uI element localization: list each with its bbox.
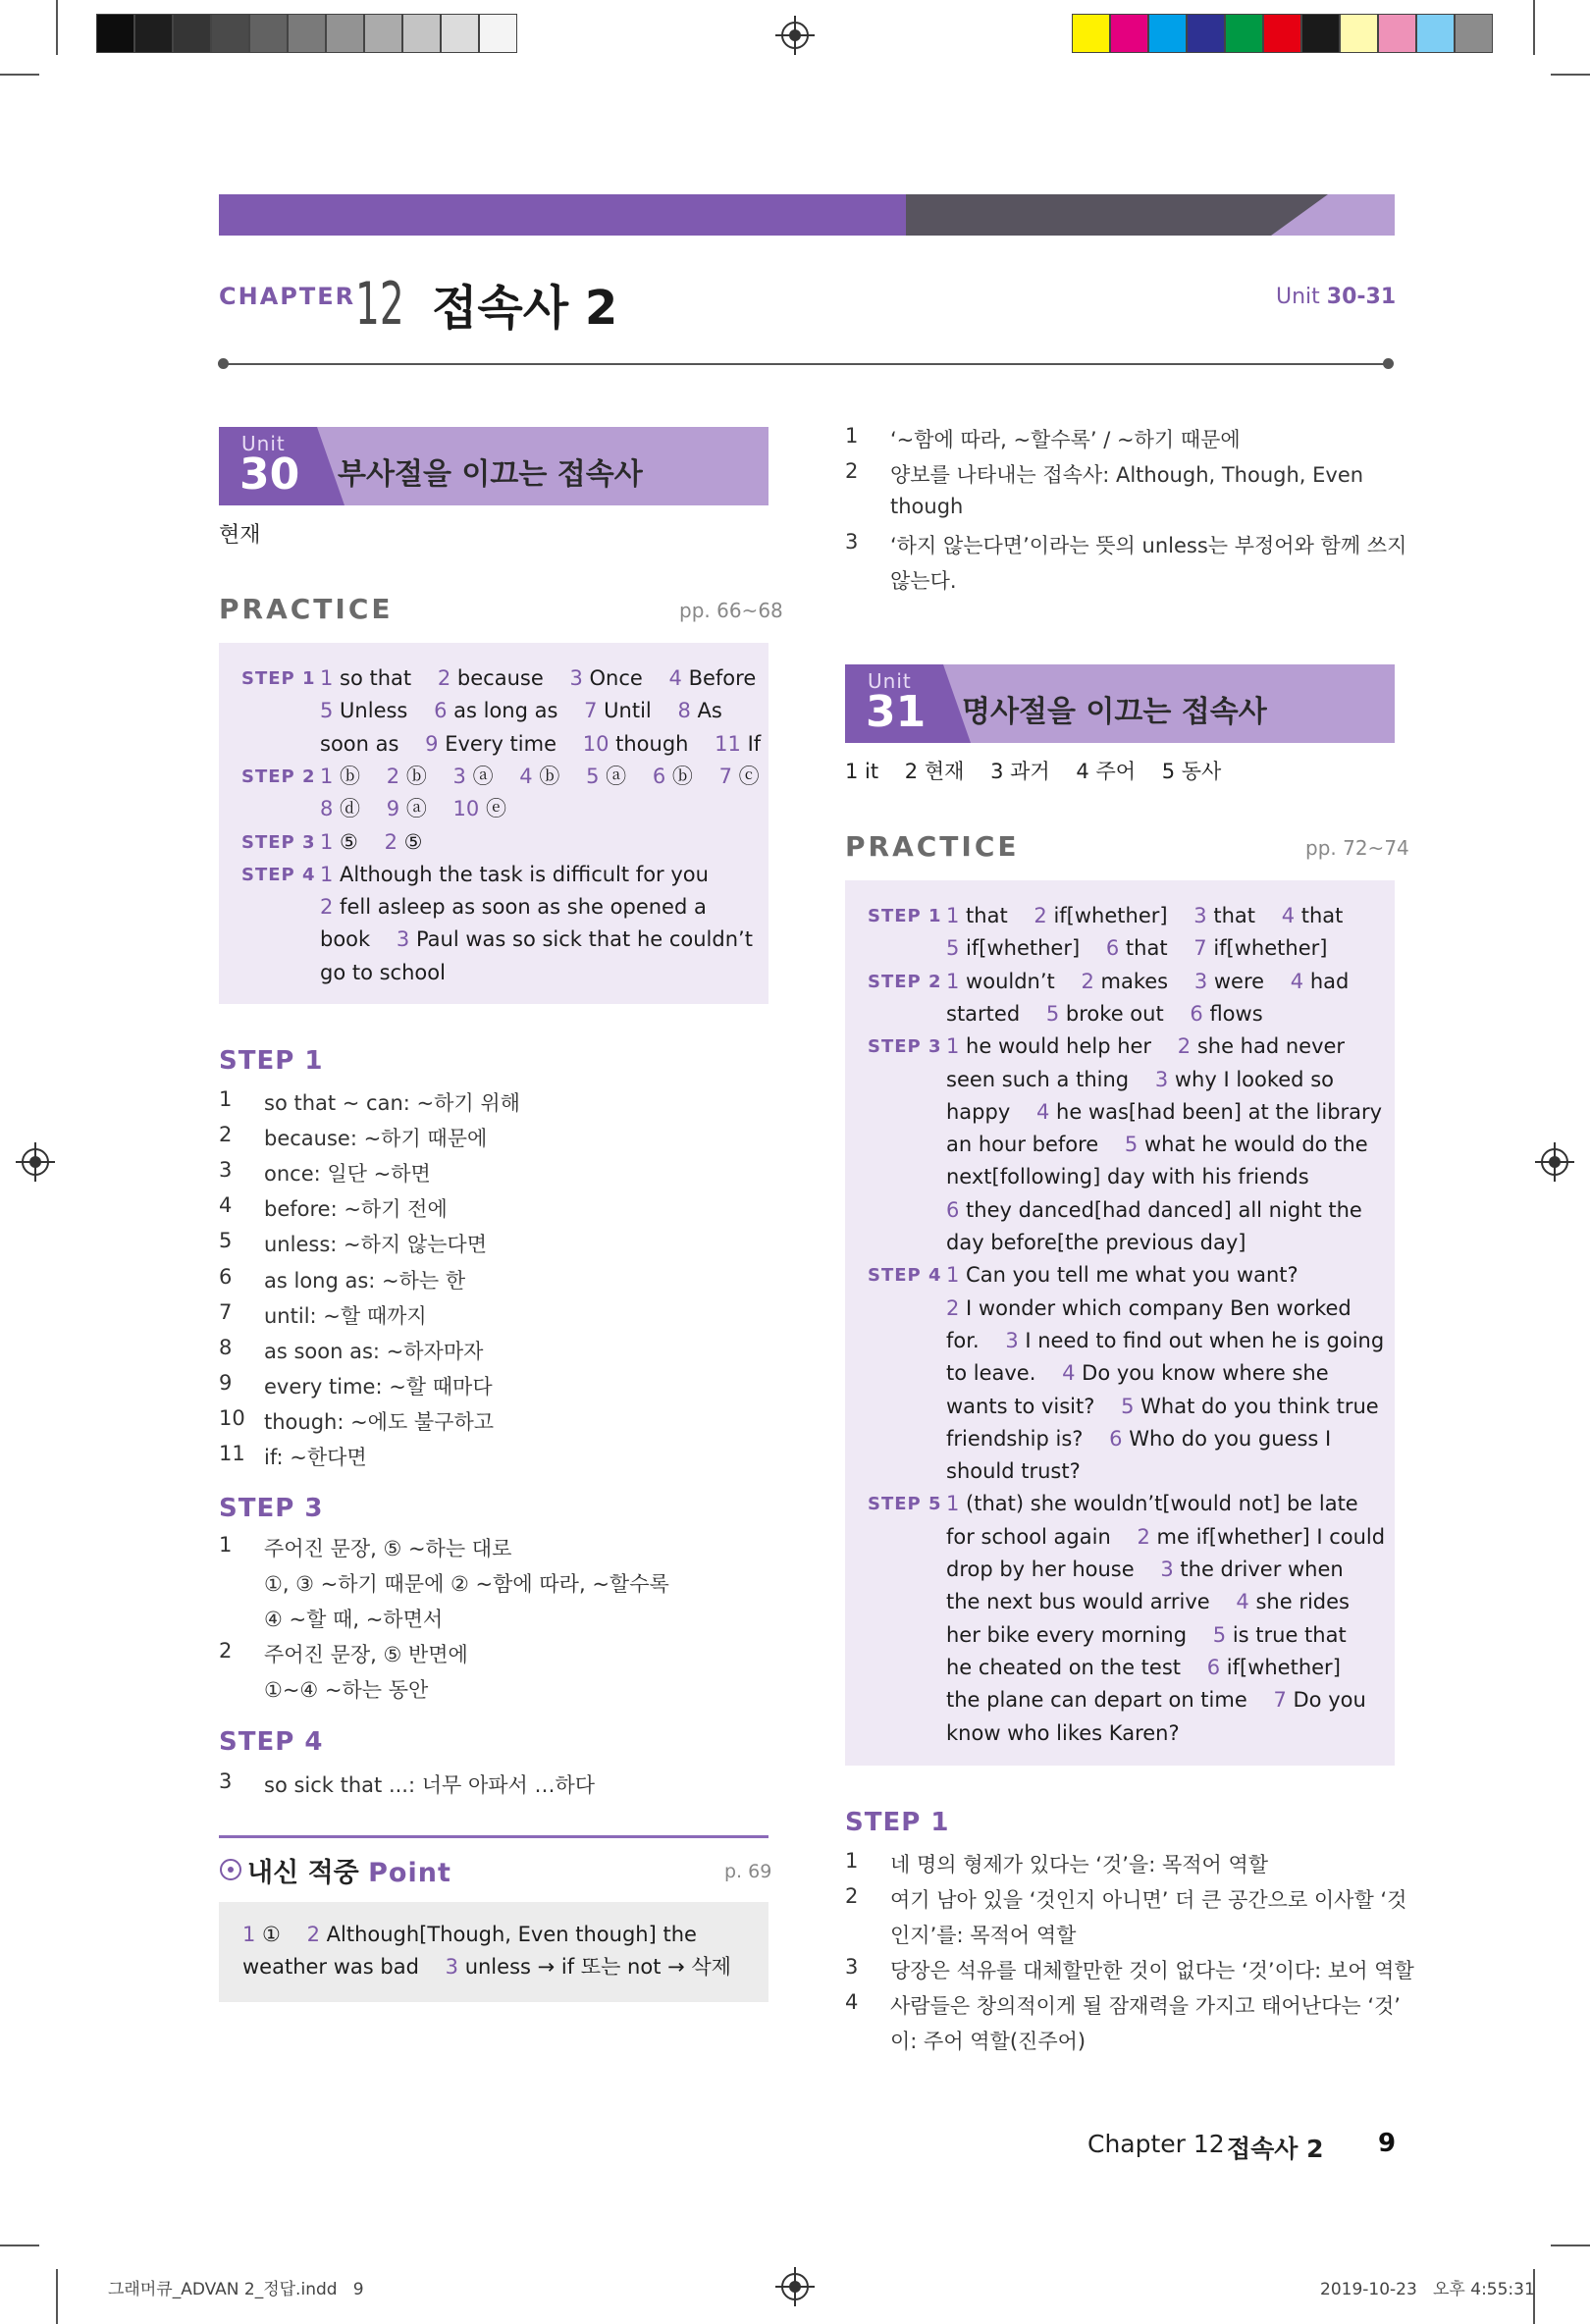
answer-line: for school again 2 me if[whether] I could [946, 1524, 1386, 1549]
note-text: 당장은 석유를 대체할만한 것이 없다는 ‘것’이다: 보어 역할 [890, 1959, 1414, 1982]
step-label: STEP 3 [868, 1036, 942, 1058]
note-number: 6 [219, 1264, 233, 1289]
note-number: 10 [219, 1405, 245, 1430]
answer-line: 8 ⓓ 9 ⓐ 10 ⓔ [320, 797, 506, 821]
color-swatch [402, 14, 441, 53]
note-text: 양보를 나타내는 접속사: Although, Though, Even [890, 463, 1364, 487]
point-title-kr: 내신 적중 [247, 1858, 359, 1888]
answer-line: 1 that 2 if[whether] 3 that 4 that [946, 904, 1344, 927]
color-swatch [364, 14, 402, 53]
step-label: STEP 4 [868, 1265, 942, 1287]
unit30-step3-head: STEP 3 [219, 1494, 324, 1523]
answer-line: 1 he would help her 2 she had never [946, 1034, 1346, 1059]
answer-line: an hour before 5 what he would do the [946, 1133, 1368, 1157]
answer-line: 1 wouldn’t 2 makes 3 were 4 had [946, 969, 1350, 993]
unit31-step1-head: STEP 1 [845, 1808, 950, 1837]
note-text: before: ~하기 전에 [264, 1197, 448, 1222]
crop-mark [0, 2245, 39, 2246]
note-number: 7 [219, 1299, 233, 1324]
note-number: 4 [845, 1990, 859, 2014]
chapter-title: 접속사 2 [432, 281, 618, 336]
unit31-intro: 1 it 2 현재 3 과거 4 주어 5 동사 [845, 760, 1222, 783]
unit-range-prefix: Unit [1276, 285, 1320, 309]
answer-line: should trust? [946, 1459, 1081, 1484]
unit31-title: 명사절을 이끄는 접속사 [962, 695, 1267, 729]
note-text: if: ~한다면 [264, 1446, 367, 1469]
answer-line: started 5 broke out 6 flows [946, 1001, 1263, 1026]
answer-line: know who likes Karen? [946, 1720, 1180, 1745]
step-label: STEP 5 [868, 1494, 942, 1515]
header-rule-dot [1383, 358, 1394, 369]
unit30-number: 30 [239, 449, 300, 500]
chapter-label: CHAPTER [219, 283, 356, 310]
note-text: 이: 주어 역할(진주어) [890, 2030, 1086, 2053]
answer-line: happy 4 he was[had been] at the library [946, 1099, 1383, 1124]
note-text: every time: ~할 때마다 [264, 1374, 493, 1399]
point-title [247, 1851, 451, 1889]
note-text: because: ~하기 때문에 [264, 1127, 488, 1151]
color-swatch [1110, 14, 1148, 53]
note-text: though [890, 495, 964, 518]
note-number: 1 [219, 1533, 233, 1557]
answer-line: drop by her house 3 the driver when [946, 1558, 1344, 1581]
answer-line: go to school [320, 960, 446, 984]
note-number: 4 [219, 1193, 233, 1218]
unit31-practice-pages: pp. 72~74 [1305, 836, 1409, 860]
answer-line: to leave. 4 Do you know where she [946, 1361, 1329, 1386]
color-swatch [1455, 14, 1493, 53]
answer-line: the plane can depart on time 7 Do you [946, 1688, 1366, 1713]
header-rule [224, 363, 1388, 365]
answer-line: 5 Unless 6 as long as 7 Until 8 As [320, 699, 722, 723]
chapter-number: 12 [355, 270, 404, 339]
note-text: so that ~ can: ~하기 위해 [264, 1091, 520, 1115]
target-icon [219, 1858, 242, 1881]
note-text: ‘하지 않는다면’이라는 뜻의 unless는 부정어와 함께 쓰지 [890, 534, 1407, 557]
note-text: ①, ③ ~하기 때문에 ② ~함에 따라, ~할수록 [264, 1572, 669, 1597]
color-swatch [441, 14, 479, 53]
note-number: 2 [219, 1123, 233, 1147]
note-number: 11 [219, 1442, 245, 1465]
registration-mark-icon [781, 2273, 809, 2300]
unit-range [1276, 285, 1396, 309]
note-number: 1 [845, 1849, 859, 1873]
unit31-word: Unit [868, 669, 912, 693]
answer-line: 1 (that) she wouldn’t[would not] be late [946, 1492, 1358, 1516]
step-label: STEP 2 [868, 971, 942, 992]
color-swatch [1301, 14, 1340, 53]
answer-line: 1 ⓑ 2 ⓑ 3 ⓐ 4 ⓑ 5 ⓐ 6 ⓑ 7 ⓒ [320, 764, 760, 788]
unit30-step4-head: STEP 4 [219, 1727, 324, 1757]
color-swatch [1072, 14, 1110, 53]
crop-mark [1533, 0, 1535, 55]
color-swatch [1340, 14, 1378, 53]
answer-line: for. 3 I need to find out when he is going [946, 1328, 1385, 1352]
unit30-practice-label: PRACTICE [219, 593, 394, 625]
color-swatch [326, 14, 364, 53]
note-text: ①~④ ~하는 동안 [264, 1678, 429, 1703]
answer-line: her bike every morning 5 is true that [946, 1622, 1347, 1647]
point-answer-line: 1 ① 2 Although[Though, Even though] the [242, 1923, 697, 1946]
answer-line: he cheated on the test 6 if[whether] [946, 1655, 1341, 1679]
point-title-en: Point [368, 1858, 451, 1888]
answer-line: next[following] day with his friends [946, 1165, 1309, 1189]
note-text: 주어진 문장, ⑤ ~하는 대로 [264, 1537, 512, 1560]
note-text: ‘~함에 따라, ~할수록’ / ~하기 때문에 [890, 428, 1241, 451]
header-color-band [219, 194, 1395, 236]
note-number: 2 [219, 1639, 233, 1664]
note-text: 인지’를: 목적어 역할 [890, 1924, 1077, 1947]
point-rule [219, 1835, 768, 1838]
note-number: 8 [219, 1335, 233, 1359]
crop-mark [56, 2269, 58, 2324]
answer-line: 1 Although the task is difficult for you [320, 862, 709, 886]
note-number: 3 [219, 1158, 233, 1183]
unit30-intro: 현재 [219, 523, 261, 548]
page-number: 9 [1378, 2129, 1397, 2158]
unit31-number: 31 [866, 687, 927, 737]
step-label: STEP 1 [868, 906, 942, 926]
answer-line: seen such a thing 3 why I looked so [946, 1067, 1334, 1091]
note-text: 주어진 문장, ⑤ 반면에 [264, 1643, 468, 1667]
note-text: 사람들은 창의적이게 될 잠재력을 가지고 태어난다는 ‘것’ [890, 1994, 1401, 2018]
unit30-word: Unit [241, 432, 286, 455]
color-swatch [1187, 14, 1225, 53]
answer-line: the next bus would arrive 4 she rides [946, 1590, 1350, 1614]
color-swatch [1378, 14, 1416, 53]
registration-mark-icon [22, 1148, 49, 1176]
note-text: ④ ~할 때, ~하면서 [264, 1608, 444, 1632]
footer-chapter-title: 접속사 2 [1227, 2135, 1324, 2163]
answer-line: 5 if[whether] 6 that 7 if[whether] [946, 936, 1328, 961]
note-number: 3 [219, 1769, 233, 1793]
crop-mark [1551, 74, 1590, 76]
step-label: STEP 2 [241, 766, 316, 787]
note-number: 9 [219, 1370, 233, 1395]
answer-line: book 3 Paul was so sick that he couldn’t [320, 927, 753, 952]
crop-mark [1551, 2245, 1590, 2246]
step-label: STEP 4 [241, 864, 316, 885]
answer-line: 1 ⑤ 2 ⑤ [320, 829, 423, 854]
note-text: so sick that ...: 너무 아파서 …하다 [264, 1773, 596, 1797]
answer-line: friendship is? 6 Who do you guess I [946, 1426, 1332, 1451]
answer-line: 2 I wonder which company Ben worked [946, 1295, 1352, 1320]
color-swatch [1416, 14, 1455, 53]
note-number: 1 [845, 424, 859, 448]
header-rule-dot [218, 358, 229, 369]
step-label: STEP 3 [241, 831, 316, 853]
color-swatch [1225, 14, 1263, 53]
note-text: until: ~할 때까지 [264, 1303, 427, 1328]
registration-mark-icon [781, 22, 809, 49]
unit30-practice-pages: pp. 66~68 [679, 599, 783, 622]
answer-line: 1 so that 2 because 3 Once 4 Before [320, 666, 757, 690]
color-swatch [288, 14, 326, 53]
color-swatch [1263, 14, 1301, 53]
answer-line: 1 Can you tell me what you want? [946, 1263, 1298, 1288]
note-text: once: 일단 ~하면 [264, 1162, 431, 1187]
footer-chapter: Chapter 12 [1087, 2130, 1225, 2158]
note-text: unless: ~하지 않는다면 [264, 1233, 487, 1257]
unit30-title: 부사절을 이끄는 접속사 [338, 457, 643, 492]
note-text: 않는다. [890, 569, 957, 593]
note-text: as soon as: ~하자마자 [264, 1339, 484, 1363]
step-label: STEP 1 [241, 668, 316, 689]
point-page: p. 69 [724, 1861, 772, 1882]
answer-line: day before[the previous day] [946, 1231, 1246, 1254]
note-number: 2 [845, 459, 859, 483]
unit-range-value: 30-31 [1326, 285, 1397, 309]
note-text: 여기 남아 있을 ‘것인지 아니면’ 더 큰 공간으로 이사할 ‘것 [890, 1888, 1407, 1912]
note-number: 3 [845, 1955, 859, 1979]
color-swatch [249, 14, 288, 53]
answer-line: soon as 9 Every time 10 though 11 If [320, 731, 762, 756]
point-answer-line: weather was bad 3 unless → if 또는 not → 삭제 [242, 1955, 731, 1979]
note-number: 2 [845, 1884, 859, 1908]
unit30-step1-head: STEP 1 [219, 1046, 324, 1076]
color-swatch [173, 14, 211, 53]
note-text: though: ~에도 불구하고 [264, 1409, 495, 1434]
note-number: 1 [219, 1087, 233, 1111]
note-text: as long as: ~하는 한 [264, 1268, 466, 1293]
unit31-practice-label: PRACTICE [845, 830, 1020, 863]
color-swatch [211, 14, 249, 53]
slug-timestamp: 2019-10-23 오후 4:55:31 [1320, 2280, 1535, 2299]
crop-mark [56, 0, 58, 55]
note-text: 네 명의 형제가 있다는 ‘것’을: 목적어 역할 [890, 1853, 1269, 1876]
answer-line: 6 they danced[had danced] all night the [946, 1197, 1362, 1222]
note-number: 5 [219, 1229, 233, 1253]
color-swatch [134, 14, 173, 53]
answer-line: 2 fell asleep as soon as she opened a [320, 895, 707, 920]
note-number: 3 [845, 530, 859, 554]
color-swatch [96, 14, 134, 53]
answer-line: wants to visit? 5 What do you think true [946, 1394, 1379, 1418]
color-swatch [479, 14, 517, 53]
crop-mark [0, 74, 39, 76]
slug-filename: 그래머큐_ADVAN 2_정답.indd 9 [108, 2280, 364, 2299]
registration-mark-icon [1541, 1148, 1568, 1176]
color-swatch [1148, 14, 1187, 53]
